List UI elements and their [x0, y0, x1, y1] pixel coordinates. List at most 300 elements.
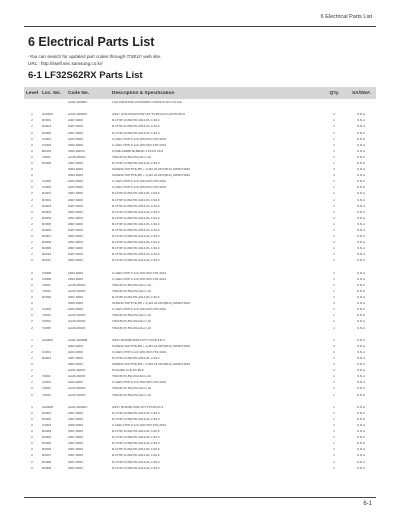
- cell-description: LCD-MONITOR;LF32S62RX,SVIRIUS,SLT,US,110-: [112, 100, 183, 105]
- cell-description: ASSY CHASSIS;FRONT,32"TV,MOLD,PLASTIC,BLK: [112, 112, 186, 117]
- cell-loc-no: R2010: [42, 252, 52, 257]
- cell-sa-sna: S.N.A: [356, 258, 366, 263]
- cell-code-no: 2203-000X: [68, 136, 84, 141]
- cell-loc-no: C2003: [42, 185, 52, 190]
- column-header-code-no: Code No.: [68, 90, 90, 96]
- cell-sa-sna: S.N.A: [356, 191, 366, 196]
- cell-qty: 1: [333, 307, 335, 312]
- cell-level: 2: [31, 374, 33, 379]
- cell-code-no: AA26-0000X: [68, 288, 86, 293]
- cell-loc-no: R2008: [42, 160, 52, 165]
- cell-qty: 1: [333, 148, 335, 153]
- cell-level: 2: [31, 349, 33, 354]
- cell-level: 2: [31, 258, 33, 263]
- cell-sa-sna: S.N.A: [356, 118, 366, 123]
- cell-loc-no: T2003: [42, 392, 51, 397]
- cell-level: 2: [31, 167, 33, 172]
- cell-sa-sna: S.N.A: [356, 380, 366, 385]
- cell-description: R-CHIP;1/10W,5%,2012,RL,1/10,F: [112, 130, 160, 135]
- cell-loc-no: R2004: [42, 124, 52, 129]
- cell-loc-no: C2001: [42, 423, 52, 428]
- cell-level: 2: [31, 246, 33, 251]
- cell-code-no: 2007-000X: [68, 258, 84, 263]
- cell-code-no: 2007-000X: [68, 191, 84, 196]
- cell-qty: 1: [333, 374, 335, 379]
- cell-sa-sna: S.N.A: [356, 288, 366, 293]
- page-number: 6-1: [363, 501, 372, 507]
- cell-qty: 1: [333, 221, 335, 226]
- cell-sa-sna: S.N.A: [356, 240, 366, 245]
- cell-loc-no: T2001: [42, 374, 51, 379]
- cell-qty: 1: [333, 276, 335, 281]
- cell-sa-sna: S.N.A: [356, 362, 366, 367]
- cell-level: 2: [31, 465, 33, 470]
- cell-qty: 1: [333, 197, 335, 202]
- cell-qty: 1: [333, 447, 335, 452]
- cell-code-no: AA26-0000X: [68, 313, 86, 318]
- cell-level: 2: [31, 319, 33, 324]
- cell-sa-sna: S.N.A: [356, 173, 366, 178]
- cell-qty: 1: [333, 258, 335, 263]
- cell-sa-sna: S.N.A: [356, 160, 366, 165]
- cell-qty: 1: [333, 130, 335, 135]
- cell-loc-no: R2011: [42, 258, 51, 263]
- cell-code-no: AA01-00000A: [68, 112, 88, 117]
- cell-loc-no: R2001: [42, 410, 52, 415]
- cell-description: C-CER,CHIP;0.1nF,10%,50V,X7R,2012: [112, 380, 167, 385]
- cell-sa-sna: S.N.A: [356, 215, 366, 220]
- cell-description: HOLDER;LCD,PC,BLK: [112, 368, 144, 373]
- cell-description: TRANS;5V,5W,20x10mm,16: [112, 392, 151, 397]
- cell-qty: 1: [333, 459, 335, 464]
- cell-level: 2: [31, 362, 33, 367]
- cell-loc-no: R2003: [42, 203, 52, 208]
- cell-code-no: 3301-0001X: [68, 148, 85, 153]
- cell-description: TRANS;5V,5W,20x10mm,16: [112, 325, 151, 330]
- cell-level: 2: [31, 142, 33, 147]
- cell-loc-no: R2008: [42, 240, 52, 245]
- cell-level: 1: [31, 112, 33, 117]
- cell-qty: 1: [333, 325, 335, 330]
- cell-loc-no: C2002: [42, 142, 52, 147]
- cell-level: 2: [31, 197, 33, 202]
- cell-sa-sna: S.N.A: [356, 307, 366, 312]
- cell-code-no: 6003-000X: [68, 167, 84, 172]
- cell-sa-sna: S.N.A: [356, 355, 366, 360]
- cell-level: 2: [31, 447, 33, 452]
- cell-sa-sna: S.N.A: [356, 252, 366, 257]
- section-title: 6 Electrical Parts List: [28, 35, 155, 49]
- cell-code-no: 2203-000X: [68, 270, 84, 275]
- cell-loc-no: R2004: [42, 435, 52, 440]
- cell-sa-sna: S.N.A: [356, 209, 366, 214]
- cell-code-no: AA26-0000X: [68, 374, 86, 379]
- cell-description: TRANS;5V,5W,20x10mm,16: [112, 313, 151, 318]
- cell-sa-sna: S.N.A: [356, 148, 366, 153]
- table-body: [24, 99, 376, 471]
- cell-description: R-CHIP;1/10W,5%,2012,RL,1/10,F: [112, 429, 160, 434]
- cell-sa-sna: S.N.A: [356, 404, 366, 409]
- cell-loc-no: R2005: [42, 221, 52, 226]
- table-header: [24, 87, 376, 99]
- cell-qty: 1: [333, 179, 335, 184]
- cell-description: C-CER,CHIP;0.1nF,10%,50V,X7R,2012: [112, 270, 167, 275]
- cell-description: R-CHIP;1/10W,5%,2012,RL,1/10,F: [112, 215, 160, 220]
- cell-loc-no: R2004: [42, 215, 52, 220]
- cell-qty: 1: [333, 337, 335, 342]
- cell-code-no: AA61-0000X: [68, 368, 86, 373]
- cell-sa-sna: S.N.A: [356, 374, 366, 379]
- cell-code-no: 2007-000X: [68, 416, 84, 421]
- cell-sa-sna: S.N.A: [356, 112, 366, 117]
- cell-code-no: 2203-000X: [68, 276, 84, 281]
- cell-code-no: 2203-000X: [68, 307, 84, 312]
- cell-code-no: 2007-000X: [68, 465, 84, 470]
- cell-description: R-CHIP;1/10W,5%,2012,RL,1/10,F: [112, 453, 160, 458]
- cell-sa-sna: S.N.A: [356, 136, 366, 141]
- cell-level: 2: [31, 130, 33, 135]
- cell-qty: 1: [333, 465, 335, 470]
- cell-sa-sna: S.N.A: [356, 179, 366, 184]
- cell-code-no: 2007-000X: [68, 215, 84, 220]
- cell-level: 2: [31, 118, 33, 123]
- cell-sa-sna: S.N.A: [356, 167, 366, 172]
- cell-level: 2: [31, 124, 33, 129]
- cell-level: 2: [31, 160, 33, 165]
- subsection-title: 6-1 LF32S62RX Parts List: [28, 70, 143, 81]
- cell-level: 2: [31, 234, 33, 239]
- cell-loc-no: R2001: [42, 191, 52, 196]
- cell-code-no: 2203-000X: [68, 423, 84, 428]
- cell-qty: 1: [333, 112, 335, 117]
- cell-level: 2: [31, 154, 33, 159]
- cell-code-no: 6003-000X: [68, 343, 84, 348]
- cell-qty: 1: [333, 404, 335, 409]
- cell-loc-no: T2001: [42, 154, 51, 159]
- cell-code-no: 2007-000X: [68, 124, 84, 129]
- cell-loc-no: T2001: [42, 282, 51, 287]
- cell-sa-sna: S.N.A: [356, 295, 366, 300]
- cell-code-no: AA01-00000C: [68, 404, 88, 409]
- cell-description: C-CER,CHIP;0.1nF,10%,50V,X7R,2012: [112, 185, 167, 190]
- cell-level: 2: [31, 282, 33, 287]
- cell-description: R-CHIP;1/10W,5%,2012,RL,1/10,F: [112, 209, 160, 214]
- cell-code-no: 2007-000X: [68, 410, 84, 415]
- cell-level: 2: [31, 313, 33, 318]
- cell-qty: 1: [333, 386, 335, 391]
- cell-description: R-CHIP;1/10W,5%,2012,RL,1/10,F: [112, 355, 160, 360]
- cell-level: 2: [31, 240, 33, 245]
- cell-qty: 1: [333, 136, 335, 141]
- cell-qty: 1: [333, 209, 335, 214]
- cell-qty: 1: [333, 124, 335, 129]
- cell-qty: 1: [333, 234, 335, 239]
- cell-sa-sna: S.N.A: [356, 228, 366, 233]
- cell-qty: 1: [333, 215, 335, 220]
- cell-description: ASSY BOARD;MAIN,32"TV,PCB,FR-4: [112, 337, 165, 342]
- cell-loc-no: C2008: [42, 270, 52, 275]
- cell-description: R-CHIP;1/10W,5%,2012,RL,1/10,F: [112, 203, 160, 208]
- cell-loc-no: AA0001: [42, 112, 54, 117]
- cell-code-no: 2007-000X: [68, 160, 84, 165]
- cell-level: 2: [31, 392, 33, 397]
- cell-description: R-CHIP;1/10W,5%,2012,RL,1/10,F: [112, 258, 160, 263]
- parts-table: [24, 87, 376, 471]
- cell-code-no: AA26-0000X: [68, 386, 86, 391]
- cell-loc-no: R2005: [42, 130, 52, 135]
- cell-loc-no: C2009: [42, 276, 52, 281]
- cell-qty: 1: [333, 228, 335, 233]
- cell-qty: 1: [333, 313, 335, 318]
- cell-level: 2: [31, 209, 33, 214]
- cell-description: C-CER,CHIP;0.1nF,10%,50V,X7R,2012: [112, 136, 167, 141]
- cell-qty: 1: [333, 349, 335, 354]
- cell-qty: 1: [333, 453, 335, 458]
- cell-code-no: 2007-000X: [68, 130, 84, 135]
- cell-sa-sna: S.N.A: [356, 246, 366, 251]
- cell-sa-sna: S.N.A: [356, 301, 366, 306]
- cell-loc-no: T2002: [42, 386, 51, 391]
- cell-loc-no: R2020: [42, 295, 52, 300]
- cell-level: 2: [31, 301, 33, 306]
- cell-level: 2: [31, 252, 33, 257]
- cell-code-no: 2007-000X: [68, 118, 84, 123]
- cell-code-no: 2007-000X: [68, 355, 84, 360]
- cell-code-no: 2007-000X: [68, 221, 84, 226]
- cell-code-no: 2007-000X: [68, 429, 84, 434]
- cell-code-no: 2203-000X: [68, 349, 84, 354]
- header-rule: [24, 26, 376, 27]
- cell-qty: 1: [333, 380, 335, 385]
- cell-code-no: 2203-000X: [68, 142, 84, 147]
- cell-description: SCREW-TAPTITE;BH,+,S,M3,L8,ZPC(BLK),SWRCH18A: [112, 301, 191, 306]
- cell-description: TRANS;5V,5W,20x10mm,16: [112, 282, 151, 287]
- cell-level: 2: [31, 179, 33, 184]
- cell-loc-no: C2002: [42, 179, 52, 184]
- cell-loc-no: R2006: [42, 447, 52, 452]
- cell-sa-sna: S.N.A: [356, 368, 366, 373]
- cell-level: 2: [31, 173, 33, 178]
- cell-qty: 1: [333, 295, 335, 300]
- cell-sa-sna: S.N.A: [356, 185, 366, 190]
- cell-description: C-CER,CHIP;0.1nF,10%,50V,X7R,2012: [112, 276, 167, 281]
- cell-loc-no: R2003: [42, 429, 52, 434]
- cell-description: SCREW-TAPTITE;BH,+,S,M3,L8,ZPC(BLK),SWRCH18A: [112, 362, 191, 367]
- cell-qty: 1: [333, 410, 335, 415]
- cell-loc-no: R2009: [42, 465, 52, 470]
- cell-code-no: 2203-000X: [68, 179, 84, 184]
- cell-level: 2: [31, 191, 33, 196]
- cell-sa-sna: S.N.A: [356, 429, 366, 434]
- cell-code-no: 2007-000X: [68, 295, 84, 300]
- cell-code-no: 2007-000X: [68, 459, 84, 464]
- note-line-1: -You can search for updated part codes through ITSELF web site.: [28, 54, 162, 59]
- cell-qty: 1: [333, 429, 335, 434]
- cell-qty: 1: [333, 142, 335, 147]
- cell-description: CORE-FERRITE;BEAD,1.6X0.8,X0.8: [112, 148, 164, 153]
- cell-loc-no: AA0002: [42, 337, 54, 342]
- cell-qty: 1: [333, 416, 335, 421]
- cell-loc-no: R2008: [42, 459, 52, 464]
- cell-level: 1: [31, 337, 33, 342]
- cell-sa-sna: S.N.A: [356, 447, 366, 452]
- cell-qty: 1: [333, 368, 335, 373]
- cell-loc-no: T2005: [42, 325, 51, 330]
- cell-description: SCREW-TAPTITE;BH,+,S,M3,L8,ZPC(BLK),SWRCH18A: [112, 173, 191, 178]
- cell-code-no: 2007-000X: [68, 453, 84, 458]
- cell-description: R-CHIP;1/10W,5%,2012,RL,1/10,F: [112, 240, 160, 245]
- cell-code-no: 2007-000X: [68, 240, 84, 245]
- cell-loc-no: R2001: [42, 197, 52, 202]
- cell-loc-no: T2003: [42, 313, 51, 318]
- cell-description: ASSY BOARD;SUB,32"TV,PCB,FR-4: [112, 404, 164, 409]
- cell-sa-sna: S.N.A: [356, 319, 366, 324]
- cell-description: R-CHIP;1/10W,5%,2012,RL,1/10,F: [112, 197, 160, 202]
- cell-level: 2: [31, 380, 33, 385]
- cell-sa-sna: S.N.A: [356, 130, 366, 135]
- footer-rule: [24, 497, 376, 498]
- cell-loc-no: R2004: [42, 209, 52, 214]
- cell-sa-sna: S.N.A: [356, 343, 366, 348]
- cell-level: 2: [31, 423, 33, 428]
- cell-qty: 4: [333, 362, 335, 367]
- cell-loc-no: C2001: [42, 380, 52, 385]
- cell-level: 2: [31, 416, 33, 421]
- cell-description: R-CHIP;1/10W,5%,2012,RL,1/10,F: [112, 459, 160, 464]
- cell-description: R-CHIP;1/10W,5%,2012,RL,1/10,F: [112, 221, 160, 226]
- cell-sa-sna: S.N.A: [356, 276, 366, 281]
- cell-sa-sna: S.N.A: [356, 465, 366, 470]
- cell-qty: 1: [333, 240, 335, 245]
- cell-description: R-CHIP;1/10W,5%,2012,RL,1/10,F: [112, 160, 160, 165]
- cell-loc-no: R2009: [42, 246, 52, 251]
- cell-code-no: AA26-0000X: [68, 325, 86, 330]
- cell-description: C-CER,CHIP;0.1nF,10%,50V,X7R,2012: [112, 179, 167, 184]
- column-header-qty: Q'ty: [329, 90, 339, 96]
- cell-code-no: 2007-000X: [68, 209, 84, 214]
- cell-loc-no: R2007: [42, 234, 52, 239]
- column-header-description: Description & Specification: [112, 90, 175, 96]
- cell-level: 2: [31, 459, 33, 464]
- cell-loc-no: R2002: [42, 416, 52, 421]
- cell-sa-sna: S.N.A: [356, 416, 366, 421]
- cell-level: 2: [31, 221, 33, 226]
- cell-description: R-CHIP;1/10W,5%,2012,RL,1/10,F: [112, 246, 160, 251]
- cell-description: R-CHIP;1/10W,5%,2012,RL,1/10,F: [112, 118, 160, 123]
- cell-level: 2: [31, 148, 33, 153]
- cell-description: C-CER,CHIP;0.1nF,10%,50V,X7R,2012: [112, 307, 167, 312]
- cell-sa-sna: S.N.A: [356, 423, 366, 428]
- cell-description: TRANS;5V,5W,20x10mm,16: [112, 288, 151, 293]
- cell-level: 2: [31, 295, 33, 300]
- cell-description: TRANS;5V,5W,20x10mm,16: [112, 154, 151, 159]
- cell-level: 2: [31, 203, 33, 208]
- cell-qty: 1: [333, 282, 335, 287]
- cell-sa-sna: S.N.A: [356, 124, 366, 129]
- cell-level: 2: [31, 228, 33, 233]
- cell-code-no: 2007-000X: [68, 447, 84, 452]
- cell-code-no: AA01-00000B: [68, 337, 88, 342]
- cell-loc-no: R2001: [42, 118, 52, 123]
- cell-qty: 1: [333, 160, 335, 165]
- cell-code-no: AA26-0000X: [68, 154, 86, 159]
- cell-qty: 1: [333, 441, 335, 446]
- cell-loc-no: BD401: [42, 148, 52, 153]
- cell-level: 2: [31, 355, 33, 360]
- cell-loc-no: C2001: [42, 136, 52, 141]
- column-header-loc-no: Loc. No.: [42, 90, 61, 96]
- cell-code-no: 2007-000X: [68, 234, 84, 239]
- cell-code-no: 2203-000X: [68, 185, 84, 190]
- cell-sa-sna: S.N.A: [356, 234, 366, 239]
- cell-qty: 1: [333, 423, 335, 428]
- cell-description: TRANS;5V,5W,20x10mm,16: [112, 319, 151, 324]
- cell-level: 2: [31, 368, 33, 373]
- running-head: 6 Electrical Parts List: [320, 14, 372, 20]
- cell-loc-no: T2004: [42, 319, 51, 324]
- cell-loc-no: C2001: [42, 349, 52, 354]
- cell-level: 2: [31, 185, 33, 190]
- cell-sa-sna: S.N.A: [356, 313, 366, 318]
- cell-description: R-CHIP;1/10W,5%,2012,RL,1/10,F: [112, 252, 160, 257]
- cell-sa-sna: S.N.A: [356, 270, 366, 275]
- cell-description: R-CHIP;1/10W,5%,2012,RL,1/10,F: [112, 410, 160, 415]
- cell-sa-sna: S.N.A: [356, 282, 366, 287]
- cell-code-no: 2007-000X: [68, 252, 84, 257]
- cell-code-no: 2007-000X: [68, 203, 84, 208]
- cell-level: 2: [31, 325, 33, 330]
- cell-description: R-CHIP;1/10W,5%,2012,RL,1/10,F: [112, 295, 160, 300]
- cell-code-no: AA26-0000X: [68, 282, 86, 287]
- cell-sa-sna: S.N.A: [356, 221, 366, 226]
- cell-level: 2: [31, 307, 33, 312]
- cell-loc-no: R2007: [42, 453, 52, 458]
- cell-sa-sna: S.N.A: [356, 325, 366, 330]
- cell-sa-sna: S.N.A: [356, 410, 366, 415]
- cell-level: 2: [31, 441, 33, 446]
- table-row: [24, 465, 376, 471]
- cell-description: R-CHIP;1/10W,5%,2012,RL,1/10,F: [112, 435, 160, 440]
- cell-level: 2: [31, 343, 33, 348]
- cell-sa-sna: S.N.A: [356, 435, 366, 440]
- cell-description: C-CER,CHIP;0.1nF,10%,50V,X7R,2012: [112, 349, 167, 354]
- cell-description: SCREW-TAPTITE;BH,+,S,M3,L8,ZPC(BLK),SWRCH18A: [112, 343, 191, 348]
- column-header-sa-sna: SA/SNA: [351, 90, 371, 96]
- cell-sa-sna: S.N.A: [356, 154, 366, 159]
- cell-level: 2: [31, 453, 33, 458]
- cell-sa-sna: S.N.A: [356, 459, 366, 464]
- cell-description: R-CHIP;1/10W,5%,2012,RL,1/10,F: [112, 191, 160, 196]
- cell-loc-no: R2001: [42, 355, 52, 360]
- cell-loc-no: R2005: [42, 441, 52, 446]
- cell-code-no: AA26-0000X: [68, 319, 86, 324]
- cell-description: TRANS;5V,5W,20x10mm,16: [112, 374, 151, 379]
- cell-description: R-CHIP;1/10W,5%,2012,RL,1/10,F: [112, 465, 160, 470]
- cell-sa-sna: S.N.A: [356, 441, 366, 446]
- cell-sa-sna: S.N.A: [356, 337, 366, 342]
- cell-description: C-CER,CHIP;0.1nF,10%,50V,X7R,2012: [112, 423, 167, 428]
- cell-description: TRANS;5V,5W,20x10mm,16: [112, 386, 151, 391]
- cell-sa-sna: S.N.A: [356, 453, 366, 458]
- cell-code-no: 6003-000X: [68, 362, 84, 367]
- cell-description: R-CHIP;1/10W,5%,2012,RL,1/10,F: [112, 447, 160, 452]
- cell-loc-no: R2006: [42, 228, 52, 233]
- cell-sa-sna: S.N.A: [356, 349, 366, 354]
- cell-qty: 1: [333, 435, 335, 440]
- cell-description: R-CHIP;1/10W,5%,2012,RL,1/10,F: [112, 124, 160, 129]
- cell-sa-sna: S.N.A: [356, 203, 366, 208]
- cell-qty: 1: [333, 392, 335, 397]
